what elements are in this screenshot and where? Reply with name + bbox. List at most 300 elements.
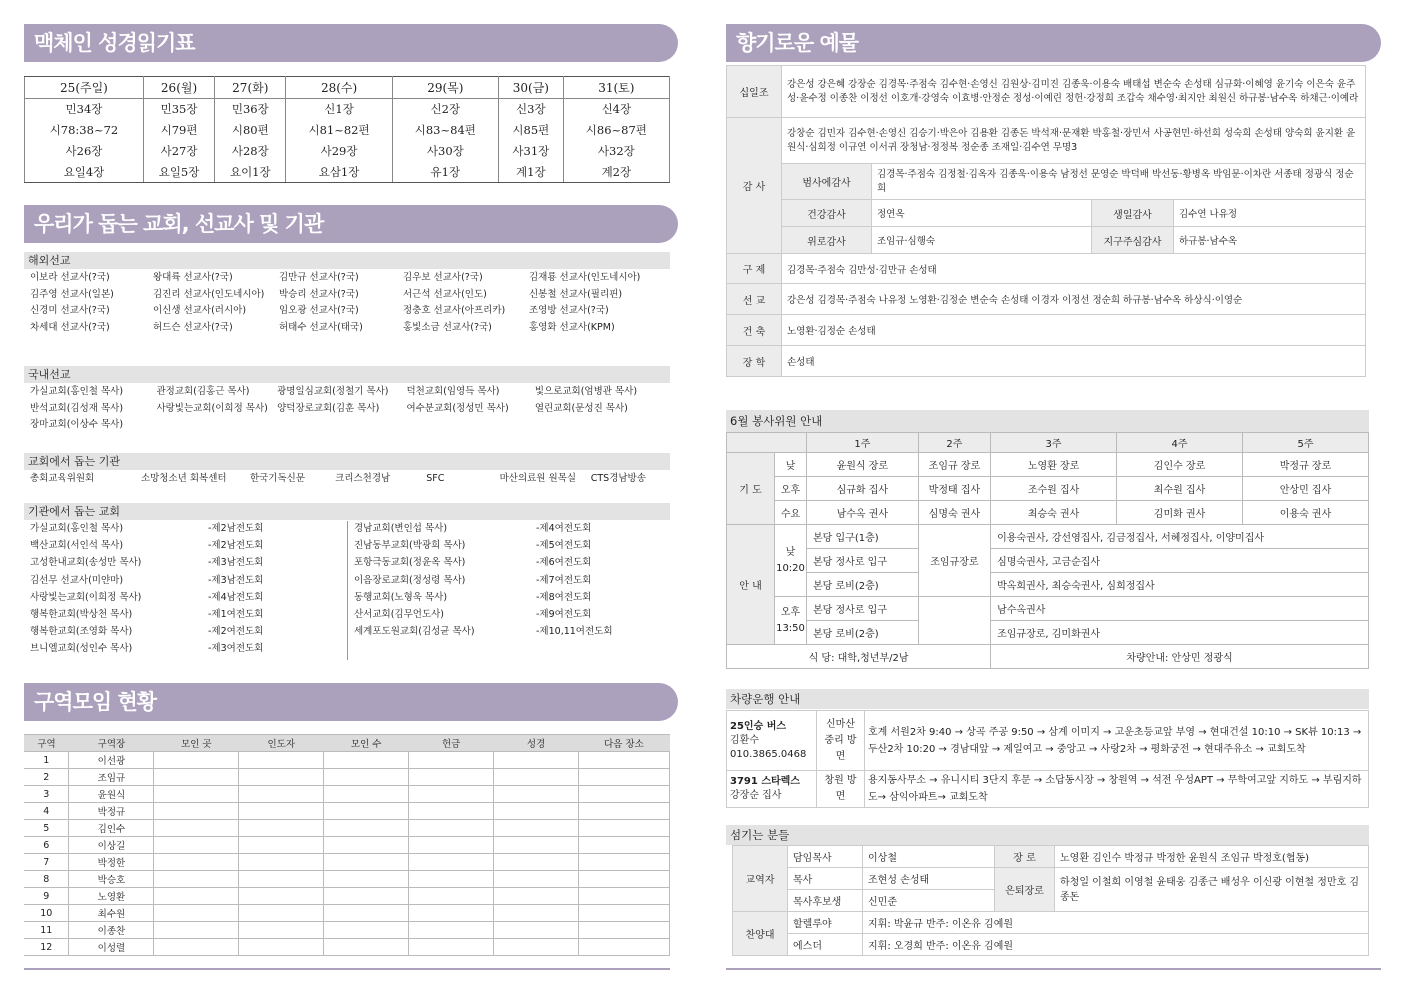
tithe-names: 강은성 강은혜 강장순 김경목·주점숙 김수현·손영신 김원상·김미진 김종욱·이용숙 배태섭 변순숙 손성태 심규화·이혜영 윤기숙 이은숙 윤주성·윤수정 이종찬 이정선 이호개·강영숙 이효병·안정순 정성·이예린 정헌·강정희 조갑숙 채수영·최지안 최원신 하규봉·남수옥 하채근·이예라 <box>782 66 1366 118</box>
mission-item: 조영방 선교사(?국) <box>529 305 609 316</box>
mission-item: 김재룡 선교사(인도네시아) <box>529 272 641 283</box>
inst-sponsor: -제2여전도회 <box>208 626 264 638</box>
district-no: 11 <box>24 922 69 939</box>
org-item: 소망청소년 회복센터 <box>140 473 227 484</box>
bus1-info: 25인승 버스 김환수 010.3865.0468 <box>727 711 817 771</box>
prayer-name: 심규화 집사 <box>807 477 919 501</box>
usher-am: 낮 10:20 <box>775 525 807 597</box>
district-blank <box>324 803 409 820</box>
mission-item: 임오광 선교사(?국) <box>279 305 359 316</box>
mission-item: 신경미 선교사(?국) <box>30 305 110 316</box>
prayer-name: 박정태 집사 <box>918 477 990 501</box>
bible-row <box>25 120 670 141</box>
bible-cell: 계1장 <box>498 162 563 183</box>
district-row <box>24 837 670 854</box>
mission-item: 차세대 선교사(?국) <box>30 321 110 333</box>
prayer-name: 최승숙 권사 <box>991 501 1117 525</box>
bible-day-header: 30(금) <box>498 77 563 99</box>
district-blank <box>324 939 409 956</box>
cafeteria: 식 당: 대학,청년부/2남 <box>727 645 991 669</box>
district-blank <box>409 939 494 956</box>
district-header: 모인 곳 <box>154 735 239 752</box>
district-blank <box>494 803 579 820</box>
bible-cell: 시78:38~72 <box>25 120 144 141</box>
bus1-route: 호계 서원2차 9:40 → 상곡 주공 9:50 → 삼계 이미지 → 고운초등교앞 부영 → 현대건설 10:10 → SK뷰 10:13 → 두산2차 10:20 → 경남대앞 → 제일여고 → 중앙고 → 사랑2차 → 평화궁전 → 현대주유소 → 교회도착 <box>865 711 1369 771</box>
district-leader: 박승호 <box>69 871 154 888</box>
org-item: 크리스천경남 <box>335 473 391 484</box>
org-item: 한국기독신문 <box>249 473 305 484</box>
district-blank <box>409 905 494 922</box>
mission-row <box>24 417 670 433</box>
building-label: 건 축 <box>727 315 782 346</box>
inst-church: 이음장로교회(정성령 목사) <box>354 574 466 586</box>
mission-item <box>535 417 670 433</box>
district-blank <box>579 769 670 786</box>
district-blank <box>324 786 409 803</box>
inst-church: 브니엘교회(성인수 목사) <box>30 643 133 655</box>
district-blank <box>324 752 409 769</box>
beomsa-names: 김경목·주점숙 김정철·김옥자 김종욱·이용숙 남정선 문영순 박덕배 박선동·황병옥 박임문·이차란 서종태 정광식 정순희 <box>872 164 1366 200</box>
district-blank <box>409 820 494 837</box>
inst-sponsor: -제7여전도회 <box>536 574 592 586</box>
usher-names: 박옥희권사, 최승숙권사, 심희정집사 <box>991 573 1369 597</box>
inst-row <box>354 573 670 589</box>
prayer-name: 김미화 권사 <box>1117 501 1243 525</box>
bible-cell: 사32장 <box>563 141 669 162</box>
inst-church: 세계포도원교회(김성균 목사) <box>354 626 475 638</box>
prayer-row <box>727 453 1369 477</box>
district-blank <box>154 837 239 854</box>
district-blank <box>494 837 579 854</box>
district-blank <box>239 752 324 769</box>
mission-item: 덕천교회(임영득 목사) <box>406 386 500 397</box>
building-names: 노영환·김정순 손성태 <box>782 315 1366 346</box>
offering-banner: 향기로운 예물 <box>726 24 1381 62</box>
prayer-name: 박정규 장로 <box>1243 453 1369 477</box>
bible-reading-banner: 맥체인 성경읽기표 <box>24 24 678 62</box>
mission-item: 사랑빛는교회(이희정 목사) <box>156 402 268 414</box>
district-blank <box>579 752 670 769</box>
thanks-label: 감 사 <box>727 118 782 254</box>
bible-cell: 사29장 <box>286 141 392 162</box>
district-blank <box>239 939 324 956</box>
district-blank <box>409 752 494 769</box>
right-page <box>726 0 1381 992</box>
scholarship-names: 손성태 <box>782 346 1366 377</box>
prayer-time: 낮 <box>775 453 807 477</box>
district-row <box>24 854 670 871</box>
usher-label: 안 내 <box>727 525 775 645</box>
district-blank <box>239 922 324 939</box>
district-leader: 조임규 <box>69 769 154 786</box>
bible-day-header: 29(목) <box>392 77 498 99</box>
district-blank <box>154 786 239 803</box>
prayer-name: 안상민 집사 <box>1243 477 1369 501</box>
bible-row <box>25 162 670 183</box>
org-item: CTS경남방송 <box>590 473 646 484</box>
district-blank <box>579 871 670 888</box>
overseas-mission-title: 해외선교 <box>24 252 670 269</box>
inst-sponsor: -제3여전도회 <box>208 643 264 655</box>
district-blank <box>494 820 579 837</box>
inst-church: 경남교회(변인섭 목사) <box>354 523 448 534</box>
car-title: 차량운행 안내 <box>726 689 1369 709</box>
comfort-names: 조임규·심행숙 <box>872 227 1092 254</box>
inst-church: 김선무 선교사(미얀마) <box>30 574 124 586</box>
usher-names: 이용숙권사, 강선영집사, 김금정집사, 서혜정집사, 이양미집사 <box>991 525 1369 549</box>
district-header: 헌금 <box>409 735 494 752</box>
district-header: 구역 <box>24 735 69 752</box>
relief-names: 김경목·주점숙 김만성·김만규 손성태 <box>782 254 1366 284</box>
bible-day-header: 25(주일) <box>25 77 144 99</box>
district-row <box>24 888 670 905</box>
mission-row <box>24 287 670 303</box>
district-no: 5 <box>24 820 69 837</box>
mission-row <box>24 320 670 336</box>
district-blank <box>324 922 409 939</box>
prayer-name: 김인수 장로 <box>1117 453 1243 477</box>
mission-item: 신봉철 선교사(필리핀) <box>529 288 623 300</box>
district-row <box>24 752 670 769</box>
district-blank <box>494 888 579 905</box>
inst-sponsor: -제2남전도회 <box>208 523 264 534</box>
bus1-area: 신마산 중리 방면 <box>817 711 865 771</box>
district-thanks-label: 지구주심감사 <box>1092 227 1174 254</box>
mission-item: 정충호 선교사(아프리카) <box>403 305 506 316</box>
staff-label: 교역자 <box>733 846 788 912</box>
inst-church: 고성한내교회(송성만 목사) <box>30 557 142 569</box>
mission-item: 장마교회(이상수 목사) <box>30 419 124 430</box>
comfort-label: 위로감사 <box>782 227 872 254</box>
district-blank <box>239 803 324 820</box>
right-bottom-rule <box>726 968 1381 970</box>
district-blank <box>494 905 579 922</box>
bible-cell: 시86~87편 <box>563 120 669 141</box>
district-blank <box>409 888 494 905</box>
district-blank <box>324 854 409 871</box>
district-blank <box>154 905 239 922</box>
district-blank <box>579 786 670 803</box>
bible-cell: 민35장 <box>143 99 214 120</box>
mission-item: 허태수 선교사(태국) <box>279 321 363 333</box>
inst-church: 행복한교회(박상천 목사) <box>30 609 133 620</box>
mission-item <box>406 417 534 433</box>
district-row <box>24 922 670 939</box>
bible-cell: 사31장 <box>498 141 563 162</box>
district-header: 구역장 <box>69 735 154 752</box>
serve-table <box>726 432 1369 669</box>
left-page <box>24 0 670 992</box>
mission-item: 열린교회(문성진 목사) <box>534 402 628 414</box>
district-blank <box>154 871 239 888</box>
hallelujah-choir: 할렐루야 <box>788 912 863 934</box>
district-leader: 김인수 <box>69 820 154 837</box>
mission-item: 여수분교회(정성민 목사) <box>406 402 509 414</box>
mission-item: 김주영 선교사(일본) <box>30 288 114 300</box>
inst-row <box>354 538 670 554</box>
district-thanks-names: 하규봉·남수옥 <box>1174 227 1366 254</box>
district-blank <box>239 854 324 871</box>
thanks-names: 강창순 김민자 김수현·손영신 김승기·박은아 김용환 김종돈 박석재·문재환 박홍철·장민서 사공현민·하선희 성숙희 손성태 양숙희 윤지환 윤원식·심희정 이규연 이서귀 장청남·정정복 정순종 조재일·김수연 무명3 <box>782 118 1366 164</box>
district-header: 다음 장소 <box>579 735 670 752</box>
mission-item: 빛으로교회(엄병관 목사) <box>534 386 638 397</box>
esther-choir: 에스더 <box>788 934 863 956</box>
bible-cell: 사26장 <box>25 141 144 162</box>
bible-cell: 신3장 <box>498 99 563 120</box>
district-blank <box>239 769 324 786</box>
inst-church: 백산교회(서인석 목사) <box>30 540 124 552</box>
bible-cell: 시79편 <box>143 120 214 141</box>
district-blank <box>154 752 239 769</box>
district-row <box>24 769 670 786</box>
district-blank <box>409 871 494 888</box>
mission-item: 홍영화 선교사(KPM) <box>529 321 615 333</box>
mission-item: 양덕장로교회(김훈 목사) <box>277 402 380 414</box>
mission-item: 반석교회(김성재 목사) <box>30 402 124 414</box>
mission-item <box>277 417 406 433</box>
usher-names: 남수옥권사 <box>991 597 1369 621</box>
district-no: 10 <box>24 905 69 922</box>
district-blank <box>494 871 579 888</box>
prayer-name: 최수원 집사 <box>1117 477 1243 501</box>
district-blank <box>324 820 409 837</box>
prayer-name: 심명숙 권사 <box>918 501 990 525</box>
district-no: 8 <box>24 871 69 888</box>
health-label: 건강감사 <box>782 200 872 227</box>
district-blank <box>494 854 579 871</box>
bible-cell: 계2장 <box>563 162 669 183</box>
serve-title: 6월 봉사위원 안내 <box>726 410 1369 432</box>
prayer-label: 기 도 <box>727 453 775 525</box>
bible-cell: 사30장 <box>392 141 498 162</box>
district-leader: 최수원 <box>69 905 154 922</box>
district-blank <box>579 803 670 820</box>
inst-row <box>354 607 670 623</box>
inst-church: 사랑빛는교회(이희정 목사) <box>30 591 142 603</box>
bus2-info: 3791 스타렉스 강장순 집사 <box>727 771 817 808</box>
district-leader: 이선광 <box>69 752 154 769</box>
choir-label: 찬양대 <box>733 912 788 956</box>
district-blank <box>154 854 239 871</box>
usher-names: 조임규장로, 김미화권사 <box>991 621 1369 645</box>
usher-leader: 조임규장로 <box>918 525 990 597</box>
inst-row <box>354 624 670 640</box>
district-blank <box>324 871 409 888</box>
candidates: 신민준 <box>863 890 995 912</box>
district-no: 3 <box>24 786 69 803</box>
esther-staff: 지휘: 오경희 반주: 이온유 김예원 <box>863 934 1369 956</box>
bus2-area: 창원 방면 <box>817 771 865 808</box>
district-blank <box>324 888 409 905</box>
inst-churches-title: 기관에서 돕는 교회 <box>24 503 670 520</box>
inst-row <box>354 555 670 571</box>
elders: 노영환 김인수 박정규 박정한 윤원식 조임규 박정호(협동) <box>1055 846 1369 868</box>
inst-church: 행복한교회(조영화 목사) <box>30 626 133 638</box>
mission-item: 김진리 선교사(인도네시아) <box>153 288 265 300</box>
mission-item: 허드슨 선교사(?국) <box>153 321 233 333</box>
bible-cell: 신1장 <box>286 99 392 120</box>
district-blank <box>154 922 239 939</box>
district-header: 인도자 <box>239 735 324 752</box>
pastors: 조현성 손성태 <box>863 868 995 890</box>
support-banner: 우리가 돕는 교회, 선교사 및 기관 <box>24 205 678 243</box>
district-row <box>24 820 670 837</box>
district-blank <box>409 786 494 803</box>
bible-day-header: 26(월) <box>143 77 214 99</box>
bus2-route: 용지동사무소 → 유니시티 3단지 후문 → 소답동시장 → 창원역 → 석전 우성APT → 무학여고앞 지하도 → 부림지하도→ 삼익아파트→ 교회도착 <box>865 771 1369 808</box>
inst-church: 산서교회(김무언도사) <box>354 609 445 620</box>
mission-item <box>156 417 277 433</box>
prayer-name: 이용숙 권사 <box>1243 501 1369 525</box>
bible-cell: 신2장 <box>392 99 498 120</box>
district-blank <box>154 769 239 786</box>
bible-cell: 요삼1장 <box>286 162 392 183</box>
inst-sponsor: -제3남전도회 <box>208 574 264 586</box>
beomsa-label: 범사에감사 <box>782 164 872 200</box>
usher-place: 본당 로비(2층) <box>807 573 919 597</box>
church-orgs-list <box>24 471 670 487</box>
bible-cell: 민34장 <box>25 99 144 120</box>
usher-pm: 오후 13:50 <box>775 597 807 645</box>
district-row <box>24 905 670 922</box>
inst-sponsor: -제6여전도회 <box>536 557 592 569</box>
district-no: 4 <box>24 803 69 820</box>
senior-pastor: 이상철 <box>863 846 995 868</box>
district-no: 2 <box>24 769 69 786</box>
offering-table <box>726 65 1366 377</box>
bible-day-header: 27(화) <box>215 77 286 99</box>
bible-cell: 사27장 <box>143 141 214 162</box>
bible-cell: 시83~84편 <box>392 120 498 141</box>
usher-place: 본당 로비(2층) <box>807 621 919 645</box>
district-blank <box>494 752 579 769</box>
bible-cell: 시85편 <box>498 120 563 141</box>
bible-cell: 요일5장 <box>143 162 214 183</box>
usher-names: 심명숙권사, 고금순집사 <box>991 549 1369 573</box>
tithe-label: 십일조 <box>727 66 782 118</box>
inst-sponsor: -제2남전도회 <box>208 540 264 552</box>
inst-church: 진남동부교회(박광희 목사) <box>354 540 466 552</box>
inst-row <box>354 590 670 606</box>
district-blank <box>409 769 494 786</box>
district-leader: 박정한 <box>69 854 154 871</box>
inst-sponsor: -제8여전도회 <box>536 591 592 603</box>
district-blank <box>409 837 494 854</box>
prayer-name: 조임규 장로 <box>918 453 990 477</box>
district-blank <box>154 939 239 956</box>
mission-item: 김우보 선교사(?국) <box>403 272 483 283</box>
pastor-label: 목사 <box>788 868 863 890</box>
bible-cell: 요일4장 <box>25 162 144 183</box>
district-blank <box>494 786 579 803</box>
bible-row <box>25 141 670 162</box>
mission-item: 관정교회(김홍근 목사) <box>156 386 250 397</box>
bible-cell: 민36장 <box>215 99 286 120</box>
usher-place: 본당 입구(1층) <box>807 525 919 549</box>
candidate-label: 목사후보생 <box>788 890 863 912</box>
prayer-row <box>727 477 1369 501</box>
district-blank <box>324 769 409 786</box>
host-title: 섬기는 분들 <box>726 825 1369 845</box>
prayer-time: 수요 <box>775 501 807 525</box>
mission-item: 김만규 선교사(?국) <box>279 272 359 283</box>
inst-church: 가실교회(홍인철 목사) <box>30 523 124 534</box>
district-blank <box>579 888 670 905</box>
car-table <box>726 710 1369 808</box>
district-row <box>24 803 670 820</box>
inst-church: 포항극동교회(정윤옥 목사) <box>354 557 466 569</box>
district-banner: 구역모임 현황 <box>24 683 678 721</box>
host-table <box>732 845 1369 956</box>
elder-label: 장 로 <box>995 846 1055 868</box>
mission-item: 이신생 선교사(러시아) <box>153 305 247 316</box>
district-blank <box>579 854 670 871</box>
health-names: 정연옥 <box>872 200 1092 227</box>
district-header: 모인 수 <box>324 735 409 752</box>
mission-item: 박승리 선교사(?국) <box>279 288 359 300</box>
inst-sponsor: -제4여전도회 <box>536 523 592 534</box>
district-blank <box>494 769 579 786</box>
retired-elder-label: 은퇴장로 <box>995 868 1055 912</box>
mission-label: 선 교 <box>727 284 782 315</box>
week-4: 4주 <box>1117 433 1243 453</box>
retired-elders: 하청일 이철희 이영철 윤태웅 김종근 배성우 이신광 이현철 정만호 김종돈 <box>1055 868 1369 912</box>
inst-church: 동행교회(노형욱 목사) <box>354 591 448 603</box>
mission-item: 가실교회(홍인철 목사) <box>30 386 124 397</box>
district-no: 12 <box>24 939 69 956</box>
inst-sponsor: -제5여전도회 <box>536 540 592 552</box>
district-blank <box>579 939 670 956</box>
mission-item: 광명일심교회(정철기 목사) <box>277 386 389 397</box>
district-leader: 박정규 <box>69 803 154 820</box>
bible-cell: 사28장 <box>215 141 286 162</box>
week-3: 3주 <box>991 433 1117 453</box>
mission-item: 왕대륙 선교사(?국) <box>153 272 233 283</box>
district-table <box>24 734 670 956</box>
district-blank <box>409 922 494 939</box>
mission-row <box>24 270 670 286</box>
mission-row <box>24 303 670 319</box>
inst-sponsor: -제10,11여전도회 <box>536 626 613 638</box>
district-blank <box>239 871 324 888</box>
district-leader: 노영환 <box>69 888 154 905</box>
week-2: 2주 <box>918 433 990 453</box>
bible-cell: 요이1장 <box>215 162 286 183</box>
district-row <box>24 871 670 888</box>
district-blank <box>154 888 239 905</box>
bible-reading-table <box>24 76 670 183</box>
district-blank <box>494 922 579 939</box>
bible-cell: 신4장 <box>563 99 669 120</box>
birthday-names: 김수연 나유정 <box>1174 200 1366 227</box>
mission-item: 이보라 선교사(?국) <box>30 272 110 283</box>
inst-sponsor: -제4남전도회 <box>208 591 264 603</box>
usher-place: 본당 정사로 입구 <box>807 549 919 573</box>
district-leader: 윤원식 <box>69 786 154 803</box>
district-blank <box>239 837 324 854</box>
district-no: 1 <box>24 752 69 769</box>
bible-cell: 시81~82편 <box>286 120 392 141</box>
district-row <box>24 786 670 803</box>
week-1: 1주 <box>807 433 919 453</box>
birthday-label: 생일감사 <box>1092 200 1174 227</box>
district-leader: 이성렬 <box>69 939 154 956</box>
mission-row <box>24 401 670 417</box>
district-blank <box>239 888 324 905</box>
relief-label: 구 제 <box>727 254 782 284</box>
inst-sponsor: -제1여전도회 <box>208 609 264 620</box>
bible-day-header: 28(수) <box>286 77 392 99</box>
